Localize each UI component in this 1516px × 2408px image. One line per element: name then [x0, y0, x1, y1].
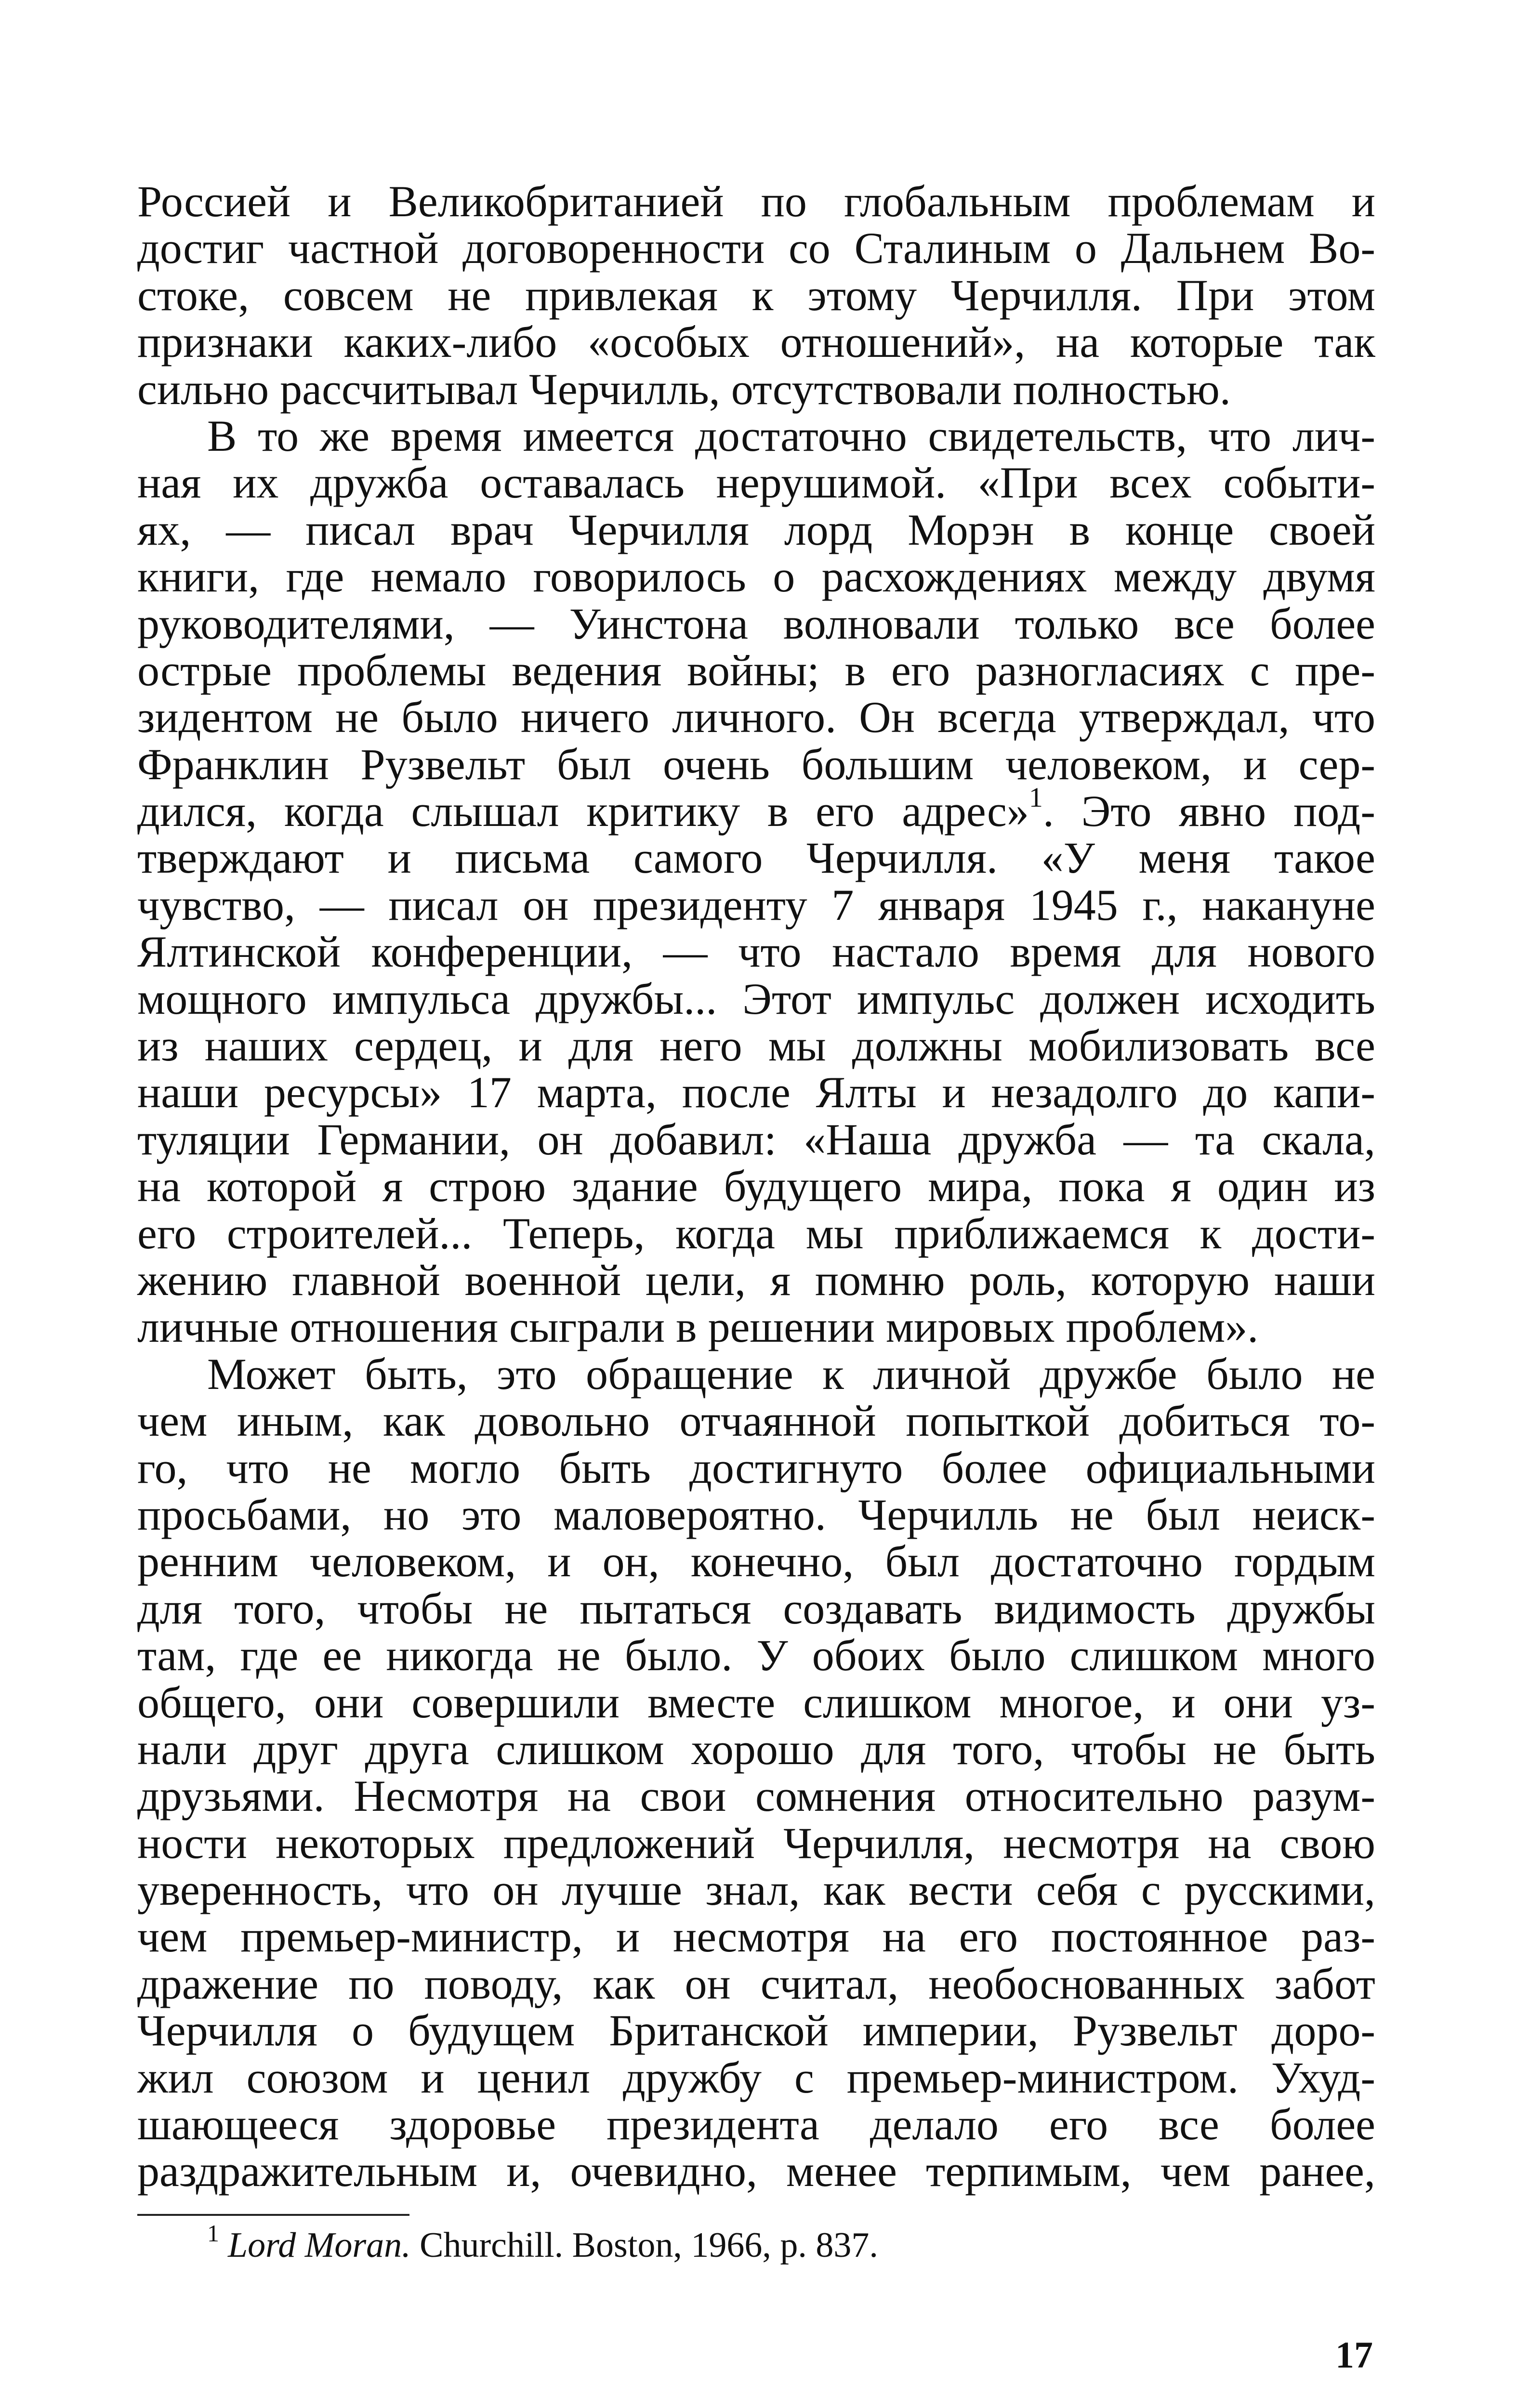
text-line: чувство, — писал он президенту 7 января 1945 г., накануне — [137, 880, 1375, 929]
text-line: личные отношения сыграли в решении мировых проблем». — [137, 1302, 1259, 1352]
text-line: го, что не могло быть достигнуто более официальными — [137, 1443, 1375, 1492]
text-line: для того, чтобы не пытаться создавать видимость дружбы — [137, 1584, 1375, 1633]
text-line: Франклин Рузвельт был очень большим человеком, и сер- — [137, 739, 1375, 789]
text-line: туляции Германии, он добавил: «Наша дружба — та скала, — [137, 1114, 1375, 1164]
text-line: просьбами, но это маловероятно. Черчилль не был неиск- — [137, 1490, 1375, 1539]
text-line: Черчилля о будущем Британской империи, Рузвельт доро- — [137, 2006, 1375, 2055]
text-line: ях, — писал врач Черчилля лорд Морэн в конце своей — [137, 505, 1375, 554]
text-line: мощного импульса дружбы... Этот импульс должен исходить — [137, 974, 1375, 1023]
text-line: жению главной военной цели, я помню роль, которую наши — [137, 1255, 1375, 1305]
text-line: ренним человеком, и он, конечно, был достаточно гордым — [137, 1537, 1375, 1586]
text-segment: . Это явно под- — [1042, 786, 1376, 836]
text-line: раздражительным и, очевидно, менее терпимым, чем ранее, — [137, 2146, 1375, 2196]
footnote-mark: 1 — [207, 2220, 219, 2247]
body-text — [137, 178, 1375, 2195]
text-line: там, где ее никогда не было. У обоих было слишком много — [137, 1631, 1375, 1680]
text-line: Может быть, это обращение к личной дружбе было не — [207, 1349, 1375, 1399]
text-line: на которой я строю здание будущего мира, пока я один из — [137, 1162, 1375, 1211]
text-line: тверждают и письма самого Черчилля. «У меня такое — [137, 833, 1375, 883]
text-line: дражение по поводу, как он считал, необоснованных забот — [137, 1959, 1375, 2008]
text-line: чем премьер-министр, и несмотря на его постоянное раз- — [137, 1912, 1375, 1962]
text-line: достиг частной договоренности со Сталиным о Дальнем Во- — [137, 223, 1375, 273]
text-line: общего, они совершили вместе слишком многое, и они уз- — [137, 1677, 1375, 1727]
footnote-citation: Churchill. Boston, 1966, p. 837. — [420, 2225, 878, 2265]
text-line: стоке, совсем не привлекая к этому Черчилля. При этом — [137, 270, 1375, 320]
text-line: острые проблемы ведения войны; в его разногласиях с пре- — [137, 645, 1375, 695]
text-line: зидентом не было ничего личного. Он всегда утверждал, что — [137, 693, 1375, 742]
text-line: его строителей... Теперь, когда мы приближаемся к дости- — [137, 1208, 1375, 1258]
text-line: нали друг друга слишком хорошо для того, чтобы не быть — [137, 1724, 1375, 1774]
text-line: из наших сердец, и для него мы должны мобилизовать все — [137, 1021, 1375, 1071]
text-line: признаки каких-либо «особых отношений», на которые так — [137, 317, 1375, 367]
text-line: сильно рассчитывал Черчилль, отсутствовали полностью. — [137, 364, 1231, 414]
page-number: 17 — [1335, 2334, 1373, 2376]
text-line: Россией и Великобританией по глобальным проблемам и — [137, 177, 1375, 226]
text-line: чем иным, как довольно отчаянной попыткой добиться то- — [137, 1396, 1375, 1446]
footnote-divider — [137, 2214, 409, 2216]
text-line: друзьями. Несмотря на свои сомнения относительно разум- — [137, 1771, 1375, 1821]
text-line: наши ресурсы» 17 марта, после Ялты и незадолго до капи- — [137, 1068, 1375, 1117]
text-line: шающееся здоровье президента делало его все более — [137, 2100, 1375, 2149]
text-line: Ялтинской конференции, — что настало время для нового — [137, 927, 1375, 977]
text-line: руководителями, — Уинстона волновали только все более — [137, 599, 1375, 648]
text-line: В то же время имеется достаточно свидетельств, что лич- — [207, 411, 1375, 460]
text-line: книги, где немало говорилось о расхождениях между двумя — [137, 552, 1375, 602]
footnote-author: Lord Moran. — [228, 2225, 411, 2265]
text-line: жил союзом и ценил дружбу с премьер-министром. Ухуд- — [137, 2053, 1375, 2102]
text-line: ная их дружба оставалась нерушимой. «При всех событи- — [137, 458, 1375, 508]
footnote — [207, 2221, 878, 2269]
text-line-with-footnote — [137, 782, 1376, 836]
text-line: уверенность, что он лучше знал, как вести себя с русскими, — [137, 1865, 1375, 1915]
text-segment: дился, когда слышал критику в его адрес» — [137, 786, 1029, 836]
text-line: ности некоторых предложений Черчилля, несмотря на свою — [137, 1818, 1375, 1868]
footnote-reference: 1 — [1028, 782, 1043, 813]
